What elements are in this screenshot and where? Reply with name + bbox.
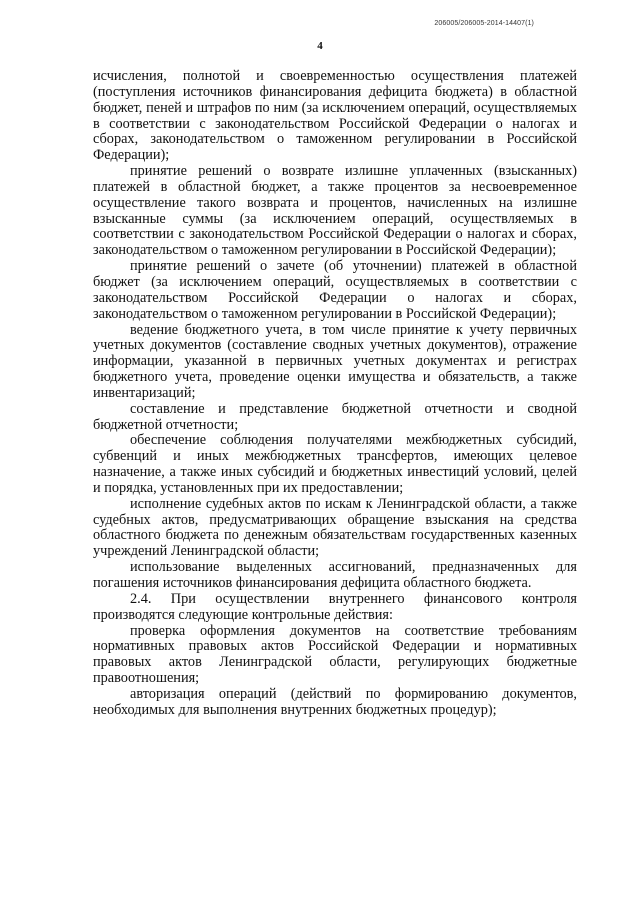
document-id: 206005/206005-2014-14407(1) <box>434 20 534 27</box>
page-number: 4 <box>317 40 323 52</box>
paragraph: авторизация операций (действий по формированию документов, необходимых для выполнения внутренних бюджетных процедур); <box>93 685 577 718</box>
paragraph-continued: исчисления, полнотой и своевременностью осуществления платежей (поступления источников финансирования дефицита бюджета) в областной бюджет, пеней и штрафов по ним (за исключением операций, осуществляемых в соответствии с законодательством Российской Федерации о налогах и сборах, законодательством о таможенном регулировании в Российской Федерации); <box>93 68 577 164</box>
paragraph: составление и представление бюджетной отчетности и сводной бюджетной отчетности; <box>93 400 577 433</box>
section-paragraph: 2.4. При осуществлении внутреннего финансового контроля производятся следующие контрольные действия: <box>93 590 577 623</box>
paragraph: проверка оформления документов на соответствие требованиям нормативных правовых актов Российской Федерации и нормативных правовых актов Ленинградской области, регулирующих бюджетные правоотношения; <box>93 622 577 687</box>
paragraph: принятие решений о зачете (об уточнении) платежей в областной бюджет (за исключением операций, осуществляемых в соответствии с законодательством Российской Федерации о налогах и сборах, законодательством о таможенном регулировании в Российской Федерации); <box>93 258 577 322</box>
paragraph: принятие решений о возврате излишне уплаченных (взысканных) платежей в областной бюджет, а также процентов за несвоевременное осуществление такого возврата и процентов, начисленных на излишне взысканные суммы (за исключением операций, осуществляемых в соответствии с законодательством Российской Федерации о налогах и сборах, законодательством о таможенном регулировании в Российской Федерации); <box>93 163 577 259</box>
paragraph: исполнение судебных актов по искам к Ленинградской области, а также судебных актов, предусматривающих обращение взыскания на средства областного бюджета по денежным обязательствам государственных казенных учреждений Ленинградской области; <box>93 495 577 560</box>
document-body <box>93 69 577 719</box>
paragraph: обеспечение соблюдения получателями межбюджетных субсидий, субвенций и иных межбюджетных трансфертов, имеющих целевое назначение, а также иных субсидий и бюджетных инвестиций условий, целей и порядка, установленных при их предоставлении; <box>93 432 577 496</box>
paragraph: использование выделенных ассигнований, предназначенных для погашения источников финансирования дефицита областного бюджета. <box>93 559 577 591</box>
paragraph: ведение бюджетного учета, в том числе принятие к учету первичных учетных документов (составление сводных учетных документов), отражение информации, указанной в первичных учетных документах и регистрах бюджетного учета, проведение оценки имущества и обязательств, а также инвентаризаций; <box>93 321 577 401</box>
